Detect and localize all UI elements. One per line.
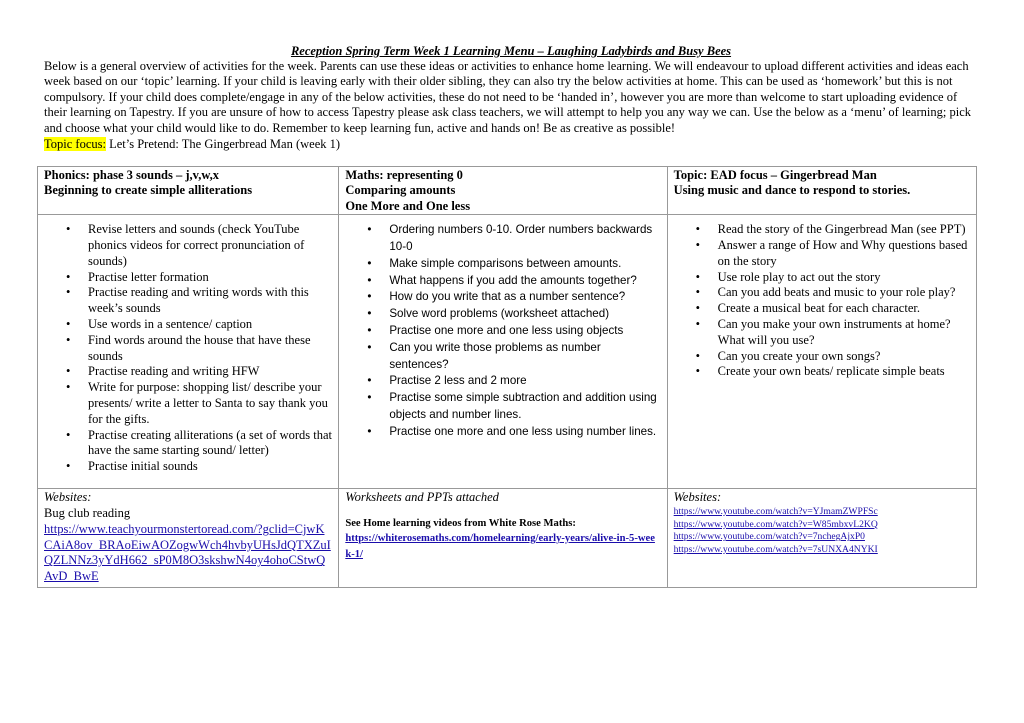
topic-list bbox=[674, 222, 970, 380]
maths-resources bbox=[339, 489, 667, 588]
header-line: Maths: representing 0 bbox=[345, 168, 463, 182]
list-item: • Create a musical beat for each character. bbox=[718, 301, 970, 317]
list-item: • Practise creating alliterations (a set of words that have the same starting sound/ letter) bbox=[88, 428, 332, 460]
resources-label: Websites: bbox=[44, 490, 92, 505]
list-item: • Practise reading and writing words with this week’s sounds bbox=[88, 285, 332, 317]
resources-text: See Home learning videos from White Rose Maths: bbox=[345, 518, 576, 530]
list-item: • Practise some simple subtraction and addition using objects and number lines. bbox=[389, 390, 660, 424]
list-item: • Create your own beats/ replicate simple beats bbox=[718, 364, 970, 380]
list-item: • Can you write those problems as number sentences? bbox=[389, 340, 660, 374]
topic-focus-text: Let’s Pretend: The Gingerbread Man (week 1) bbox=[105, 137, 341, 152]
youtube-link[interactable]: https://www.youtube.com/watch?v=W85mbxvL2KQ bbox=[673, 518, 878, 530]
list-item: • Revise letters and sounds (check YouTube phonics videos for correct pronunciation of sounds) bbox=[88, 222, 332, 269]
list-item: • Use role play to act out the story bbox=[718, 270, 970, 286]
phonics-resources bbox=[38, 489, 339, 588]
list-item: • How do you write that as a number sentence? bbox=[389, 289, 660, 306]
list-item: • Make simple comparisons between amounts. bbox=[389, 256, 660, 273]
list-item: • Practise one more and one less using number lines. bbox=[389, 424, 660, 441]
white-rose-link[interactable]: https://whiterosemaths.com/homelearning/early-years/alive-in-5-week-1/ bbox=[345, 533, 655, 560]
resources-text: Bug club reading bbox=[44, 506, 131, 521]
list-item: • Practise 2 less and 2 more bbox=[389, 373, 660, 390]
header-row bbox=[38, 167, 977, 215]
phonics-list bbox=[44, 222, 332, 475]
topic-header bbox=[667, 167, 976, 215]
resources-label: Websites: bbox=[673, 490, 722, 505]
learning-menu-table bbox=[37, 166, 977, 588]
list-item: • Solve word problems (worksheet attached) bbox=[389, 306, 660, 323]
header-line: Topic: EAD focus – Gingerbread Man bbox=[673, 168, 877, 182]
list-item: • Answer a range of How and Why questions based on the story bbox=[718, 238, 970, 270]
list-item: • Ordering numbers 0-10. Order numbers backwards 10-0 bbox=[389, 222, 660, 256]
header-line: Comparing amounts bbox=[345, 183, 456, 198]
list-item: • Can you create your own songs? bbox=[718, 349, 970, 365]
header-line: Using music and dance to respond to stories. bbox=[673, 183, 911, 198]
list-item: • Use words in a sentence/ caption bbox=[88, 317, 332, 333]
youtube-link[interactable]: https://www.youtube.com/watch?v=7nchegAjxP0 bbox=[673, 531, 865, 543]
maths-header bbox=[339, 167, 667, 215]
list-item: • Practise one more and one less using objects bbox=[389, 323, 660, 340]
list-item: • Practise initial sounds bbox=[88, 459, 332, 475]
list-item: • Find words around the house that have these sounds bbox=[88, 333, 332, 365]
list-item: • What happens if you add the amounts together? bbox=[389, 273, 660, 290]
topic-resources bbox=[667, 489, 976, 588]
list-item: • Write for purpose: shopping list/ describe your presents/ write a letter to Santa to say thank you for the gifts. bbox=[88, 380, 332, 427]
topic-focus bbox=[44, 137, 978, 151]
youtube-link[interactable]: https://www.youtube.com/watch?v=7sUNXA4NYKI bbox=[673, 543, 878, 555]
activities-row bbox=[38, 215, 977, 489]
phonics-activities bbox=[38, 215, 339, 489]
topic-focus-label: Topic focus: bbox=[44, 137, 106, 152]
intro-paragraph: Below is a general overview of activities for the week. Parents can use these ideas or activities to enhance home learning. We will endeavour to upload different activities and ideas each week based on our ‘topic’ learning. If your child is leaving early with their older sibling, they can also try the below activities at home. This can be used as ‘homework’ but this is not compulsory. If your child does complete/engage in any of the below activities, these do not need to be ‘handed in’, however you are more than welcome to start uploading evidence of their learning on Tapestry. If you are unsure of how to access Tapestry please ask class teachers, we will attempt to help you any way we can. Use the below as a ‘menu’ of learning; pick and choose what your child would like to do. Remember to keep learning fun, active and hands on! Be as creative as possible! bbox=[44, 59, 971, 135]
page-title: Reception Spring Term Week 1 Learning Menu – Laughing Ladybirds and Busy Bees bbox=[290, 44, 732, 58]
header-line: Beginning to create simple alliterations bbox=[44, 183, 253, 198]
header-line: Phonics: phase 3 sounds – j,v,w,x bbox=[44, 168, 220, 182]
maths-list bbox=[345, 222, 660, 440]
resources-label: Worksheets and PPTs attached bbox=[345, 490, 499, 505]
maths-activities bbox=[339, 215, 667, 489]
youtube-link[interactable]: https://www.youtube.com/watch?v=YJmamZWPFSc bbox=[673, 506, 878, 518]
list-item: • Read the story of the Gingerbread Man (see PPT) bbox=[718, 222, 970, 238]
list-item: • Practise reading and writing HFW bbox=[88, 364, 332, 380]
topic-activities bbox=[667, 215, 976, 489]
phonics-header bbox=[38, 167, 339, 215]
resources-row bbox=[38, 489, 977, 588]
teachyourmonster-link[interactable]: https://www.teachyourmonstertoread.com/?gclid=CjwKCAiA8ov_BRAoEiwAOZogwWch4hvbyUHsJdQTXZuIQZLNNz3yYdH662_sP0M8O3skshwN4oy4ohoCStwQAvD_BwE bbox=[44, 521, 331, 584]
header-line: One More and One less bbox=[345, 198, 471, 213]
list-item: • Practise letter formation bbox=[88, 270, 332, 286]
list-item: • Can you add beats and music to your role play? bbox=[718, 285, 970, 301]
list-item: • Can you make your own instruments at home? What will you use? bbox=[718, 317, 970, 349]
